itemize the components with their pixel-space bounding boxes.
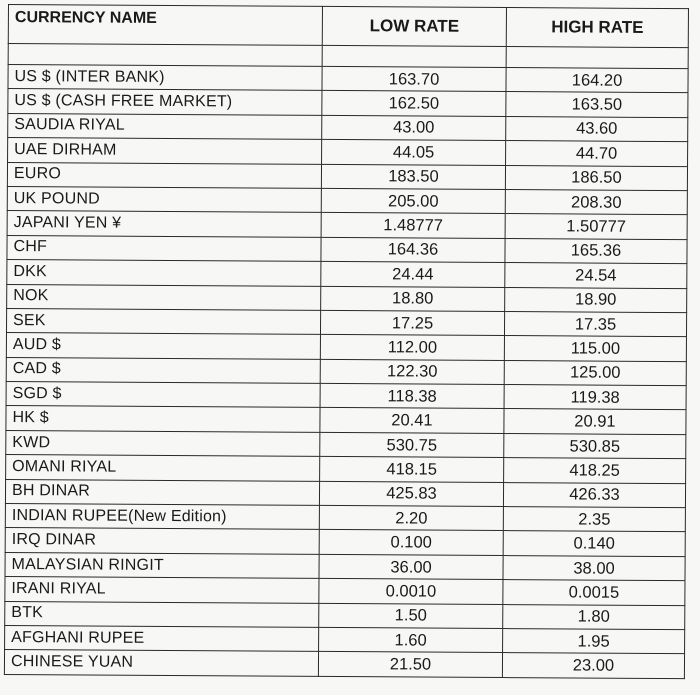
currency-name-cell: SAUDIA RIYAL [8,113,322,139]
low-rate-cell: 18.80 [321,286,505,312]
high-rate-cell: 186.50 [505,165,687,191]
low-rate-cell: 21.50 [318,652,502,678]
currency-name-cell: UAE DIRHAM [8,138,322,164]
high-rate-cell: 18.90 [505,287,687,313]
currency-name-cell: OMANI RIYAL [6,455,320,481]
high-rate-cell: 426.33 [503,482,685,508]
currency-name-cell: UK POUND [7,186,321,212]
low-rate-cell: 1.60 [319,627,503,653]
currency-rates-table [4,4,689,679]
high-rate-cell: 2.35 [503,507,685,533]
low-rate-cell: 118.38 [320,383,504,409]
spacer-cell [8,44,322,67]
high-rate-cell: 119.38 [504,385,686,411]
spacer-cell [322,45,506,67]
currency-name-cell: CHF [7,235,321,261]
high-rate-cell: 530.85 [504,433,686,459]
high-rate-cell: 165.36 [505,238,687,264]
high-rate-cell: 44.70 [506,141,688,167]
currency-name-cell: IRQ DINAR [5,528,319,554]
currency-name-cell: MALAYSIAN RINGIT [5,552,319,578]
high-rate-cell: 1.50777 [505,214,687,240]
high-rate-cell: 20.91 [504,409,686,435]
high-rate-cell: 115.00 [504,336,686,362]
currency-name-cell: HK $ [6,406,320,432]
high-rate-cell: 164.20 [506,68,688,94]
high-rate-cell: 1.80 [503,604,685,630]
low-rate-cell: 418.15 [320,457,504,483]
currency-name-cell: INDIAN RUPEE(New Edition) [5,504,319,530]
high-rate-cell: 24.54 [505,263,687,289]
low-rate-cell: 0.100 [319,530,503,556]
high-rate-cell: 0.0015 [503,580,685,606]
header-high-rate: HIGH RATE [506,8,688,48]
currency-name-cell: BH DINAR [5,479,319,505]
currency-name-cell: KWD [6,430,320,456]
currency-name-cell: AFGHANI RUPEE [5,625,319,651]
currency-name-cell: SGD $ [6,382,320,408]
currency-name-cell: DKK [7,260,321,286]
low-rate-cell: 163.70 [322,66,506,92]
low-rate-cell: 17.25 [320,310,504,336]
currency-name-cell: BTK [5,601,319,627]
low-rate-cell: 1.48777 [321,213,505,239]
low-rate-cell: 122.30 [320,359,504,385]
currency-name-cell: NOK [7,284,321,310]
header-low-rate: LOW RATE [322,6,506,46]
high-rate-cell: 17.35 [504,311,686,337]
low-rate-cell: 112.00 [320,335,504,361]
currency-name-cell: US $ (CASH FREE MARKET) [8,89,322,115]
currency-name-cell: US $ (INTER BANK) [8,65,322,91]
table-body [4,44,688,679]
rate-sheet [4,4,690,680]
currency-name-cell: AUD $ [6,333,320,359]
table-row [4,650,684,679]
low-rate-cell: 164.36 [321,237,505,263]
low-rate-cell: 20.41 [320,408,504,434]
currency-name-cell: EURO [7,162,321,188]
low-rate-cell: 183.50 [321,164,505,190]
high-rate-cell: 0.140 [503,531,685,557]
high-rate-cell: 38.00 [503,555,685,581]
high-rate-cell: 125.00 [504,360,686,386]
low-rate-cell: 162.50 [322,91,506,117]
low-rate-cell: 425.83 [319,481,503,507]
table-header-row [8,5,688,48]
high-rate-cell: 163.50 [506,92,688,118]
low-rate-cell: 36.00 [319,554,503,580]
low-rate-cell: 44.05 [322,140,506,166]
low-rate-cell: 0.0010 [319,579,503,605]
high-rate-cell: 418.25 [504,458,686,484]
low-rate-cell: 1.50 [319,603,503,629]
currency-name-cell: JAPANI YEN ¥ [7,211,321,237]
spacer-cell [506,47,688,69]
currency-name-cell: SEK [6,308,320,334]
header-currency-name: CURRENCY NAME [8,5,322,46]
currency-name-cell: CAD $ [6,357,320,383]
low-rate-cell: 2.20 [319,505,503,531]
high-rate-cell: 23.00 [502,653,684,679]
low-rate-cell: 24.44 [321,262,505,288]
low-rate-cell: 530.75 [320,432,504,458]
high-rate-cell: 208.30 [505,189,687,215]
high-rate-cell: 1.95 [503,629,685,655]
low-rate-cell: 205.00 [321,188,505,214]
high-rate-cell: 43.60 [506,116,688,142]
currency-name-cell: IRANI RIYAL [5,577,319,603]
low-rate-cell: 43.00 [322,115,506,141]
currency-name-cell: CHINESE YUAN [4,650,318,676]
